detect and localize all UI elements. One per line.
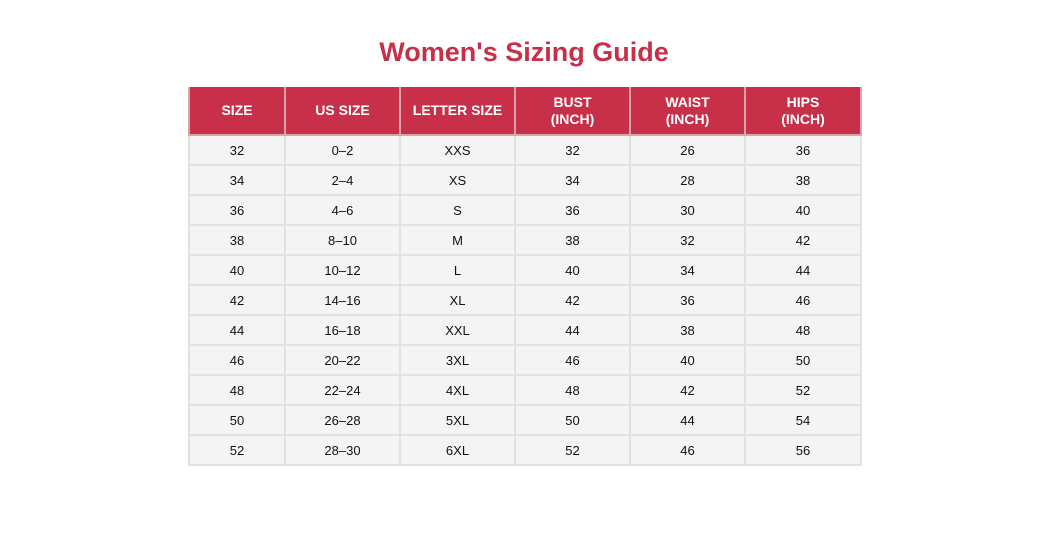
table-cell: M xyxy=(400,225,515,255)
header-label: LETTER SIZE xyxy=(412,102,503,118)
table-cell: 40 xyxy=(189,255,285,285)
header-label: BUST xyxy=(553,93,592,110)
table-cell: 50 xyxy=(189,405,285,435)
table-cell: 20–22 xyxy=(285,345,400,375)
table-cell: XXL xyxy=(400,315,515,345)
table-cell: 36 xyxy=(630,285,745,315)
table-cell: 38 xyxy=(189,225,285,255)
table-row xyxy=(189,195,861,225)
table-cell: 16–18 xyxy=(285,315,400,345)
table-cell: 38 xyxy=(745,165,861,195)
table-cell: 14–16 xyxy=(285,285,400,315)
table-cell: 44 xyxy=(189,315,285,345)
column-header xyxy=(515,87,630,135)
table-row xyxy=(189,285,861,315)
header-label: WAIST xyxy=(665,93,710,110)
column-header xyxy=(745,87,861,135)
header-label: US SIZE xyxy=(315,102,370,118)
table-cell: 34 xyxy=(630,255,745,285)
table-cell: 48 xyxy=(745,315,861,345)
table-cell: 2–4 xyxy=(285,165,400,195)
table-cell: 44 xyxy=(745,255,861,285)
table-cell: 50 xyxy=(515,405,630,435)
table-cell: 44 xyxy=(515,315,630,345)
table-cell: 36 xyxy=(189,195,285,225)
table-cell: 32 xyxy=(189,135,285,165)
table-cell: 30 xyxy=(630,195,745,225)
table-row xyxy=(189,345,861,375)
table-cell: 42 xyxy=(630,375,745,405)
header-unit: (INCH) xyxy=(665,110,710,127)
table-cell: 0–2 xyxy=(285,135,400,165)
table-cell: 50 xyxy=(745,345,861,375)
column-header xyxy=(189,87,285,135)
table-cell: 36 xyxy=(745,135,861,165)
table-row xyxy=(189,315,861,345)
table-cell: 40 xyxy=(745,195,861,225)
table-cell: 42 xyxy=(189,285,285,315)
column-header xyxy=(400,87,515,135)
table-cell: 36 xyxy=(515,195,630,225)
table-cell: 38 xyxy=(630,315,745,345)
table-cell: 3XL xyxy=(400,345,515,375)
table-row xyxy=(189,405,861,435)
header-label: HIPS xyxy=(786,93,820,110)
table-row xyxy=(189,165,861,195)
table-row xyxy=(189,435,861,465)
table-row xyxy=(189,375,861,405)
table-cell: 28 xyxy=(630,165,745,195)
table-cell: 38 xyxy=(515,225,630,255)
column-header xyxy=(285,87,400,135)
table-row xyxy=(189,225,861,255)
table-cell: XL xyxy=(400,285,515,315)
table-cell: 54 xyxy=(745,405,861,435)
table-cell: 48 xyxy=(189,375,285,405)
table-cell: 34 xyxy=(189,165,285,195)
header-unit: (INCH) xyxy=(550,110,595,127)
header-unit: (INCH) xyxy=(781,110,825,127)
table-cell: 32 xyxy=(630,225,745,255)
table-cell: 40 xyxy=(630,345,745,375)
table-cell: 56 xyxy=(745,435,861,465)
table-cell: 10–12 xyxy=(285,255,400,285)
table-cell: 5XL xyxy=(400,405,515,435)
table-cell: 52 xyxy=(189,435,285,465)
table-cell: 46 xyxy=(745,285,861,315)
table-cell: 8–10 xyxy=(285,225,400,255)
page-title: Women's Sizing Guide xyxy=(379,37,669,67)
header-row xyxy=(189,87,861,135)
table-cell: 44 xyxy=(630,405,745,435)
header-label: SIZE xyxy=(221,102,253,118)
table-cell: 46 xyxy=(630,435,745,465)
table-cell: 46 xyxy=(189,345,285,375)
table-cell: 28–30 xyxy=(285,435,400,465)
column-header xyxy=(630,87,745,135)
table-cell: 48 xyxy=(515,375,630,405)
table-cell: 46 xyxy=(515,345,630,375)
table-cell: 42 xyxy=(515,285,630,315)
table-cell: 32 xyxy=(515,135,630,165)
table-cell: S xyxy=(400,195,515,225)
table-cell: 42 xyxy=(745,225,861,255)
table-row xyxy=(189,135,861,165)
table-cell: 26 xyxy=(630,135,745,165)
table-cell: 26–28 xyxy=(285,405,400,435)
table-cell: 4XL xyxy=(400,375,515,405)
table-cell: XS xyxy=(400,165,515,195)
table-cell: 22–24 xyxy=(285,375,400,405)
table-cell: XXS xyxy=(400,135,515,165)
sizing-table xyxy=(188,87,862,466)
table-cell: 4–6 xyxy=(285,195,400,225)
table-cell: 40 xyxy=(515,255,630,285)
table-row xyxy=(189,255,861,285)
table-cell: 6XL xyxy=(400,435,515,465)
table-cell: 34 xyxy=(515,165,630,195)
table-cell: 52 xyxy=(745,375,861,405)
table-cell: 52 xyxy=(515,435,630,465)
table-cell: L xyxy=(400,255,515,285)
